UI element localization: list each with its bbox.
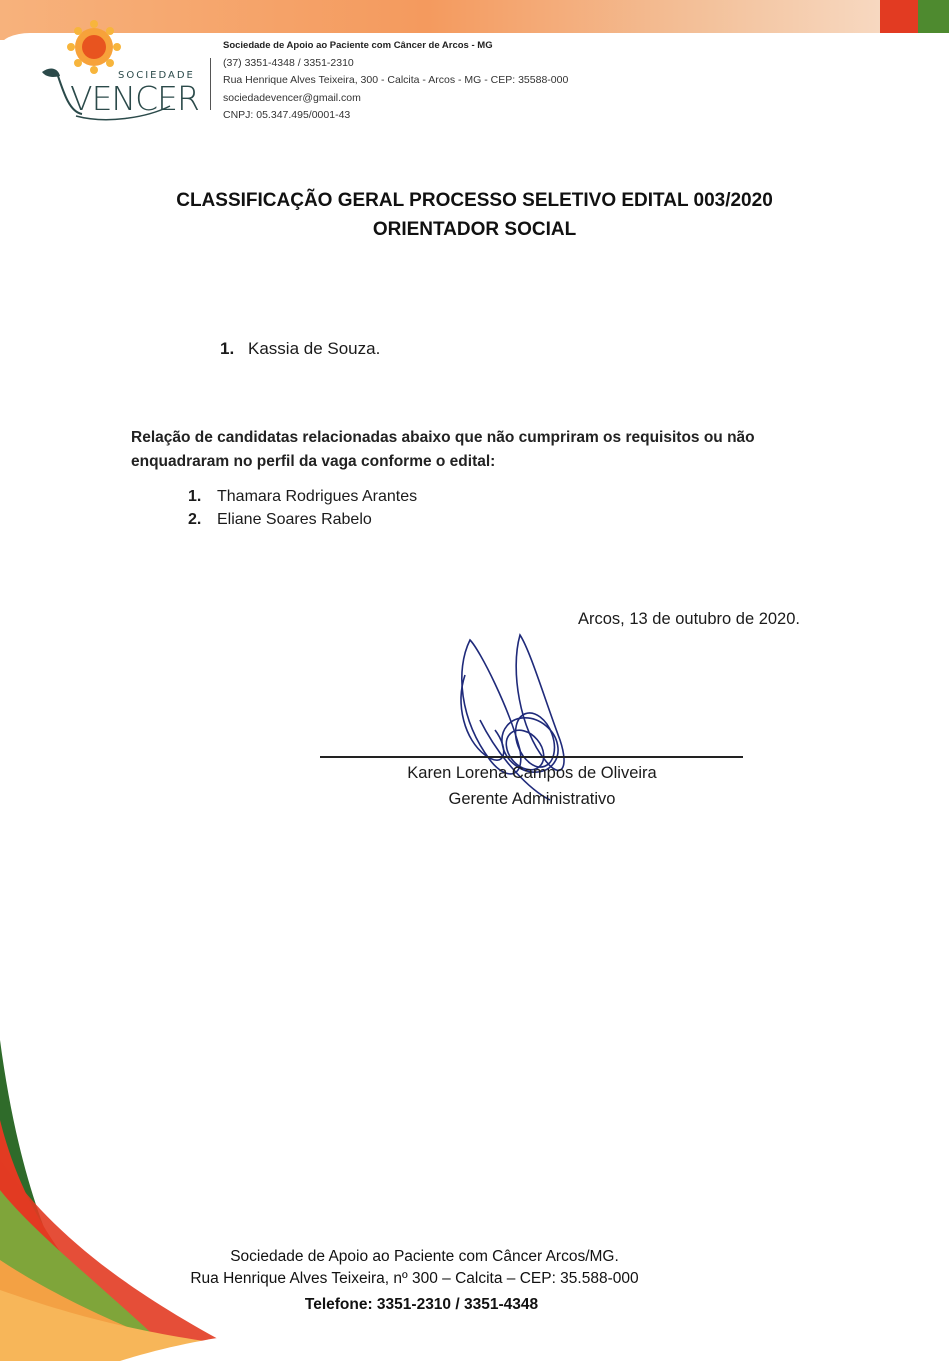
sun-icon [67,20,121,74]
svg-text:SOCIEDADE: SOCIEDADE [118,70,195,81]
document-title: CLASSIFICAÇÃO GERAL PROCESSO SELETIVO EDITAL 003/2020 [176,190,773,211]
signature-line [320,756,743,758]
footer-phone: Telefone: 3351-2310 / 3351-4348 [304,1296,539,1313]
header-org-name: Sociedade de Apoio ao Paciente com Câncer de Arcos - MG [223,40,493,51]
signer-role: Gerente Administrativo [448,790,616,808]
approved-list-item [220,339,380,359]
header-cnpj: CNPJ: 05.347.495/0001-43 [223,109,351,121]
header-email: sociedadevencer@gmail.com [223,92,361,104]
rejected-name: Thamara Rodrigues Arantes [217,488,418,505]
header-address: Rua Henrique Alves Teixeira, 300 - Calcita - Arcos - MG - CEP: 35588-000 [223,74,569,86]
svg-text:VENCER: VENCER [70,79,199,118]
approved-number: 1. [220,339,235,358]
signer-name: Karen Lorena Campos de Oliveira [407,764,657,782]
header-phone: (37) 3351-4348 / 3351-2310 [223,57,354,69]
leaf-icon [42,69,60,77]
rejected-list-item [188,488,417,506]
rejected-number: 2. [188,511,202,528]
rejected-list-item [188,511,372,529]
rejected-intro-paragraph: Relação de candidatas relacionadas abaixo que não cumpriram os requisitos ou não enquadraram no perfil da vaga conforme o edital: [131,429,755,470]
rejected-name: Eliane Soares Rabelo [217,511,372,528]
rejected-number: 1. [188,488,202,505]
footer-address: Rua Henrique Alves Teixeira, nº 300 – Calcita – CEP: 35.588-000 [190,1270,639,1287]
approved-name: Kassia de Souza. [248,339,381,358]
document-subtitle: ORIENTADOR SOCIAL [372,219,577,240]
footer-org-name: Sociedade de Apoio ao Paciente com Câncer Arcos/MG. [230,1248,619,1265]
vencer-logo [36,14,206,124]
document-date: Arcos, 13 de outubro de 2020. [578,610,800,628]
header-divider [210,58,211,110]
